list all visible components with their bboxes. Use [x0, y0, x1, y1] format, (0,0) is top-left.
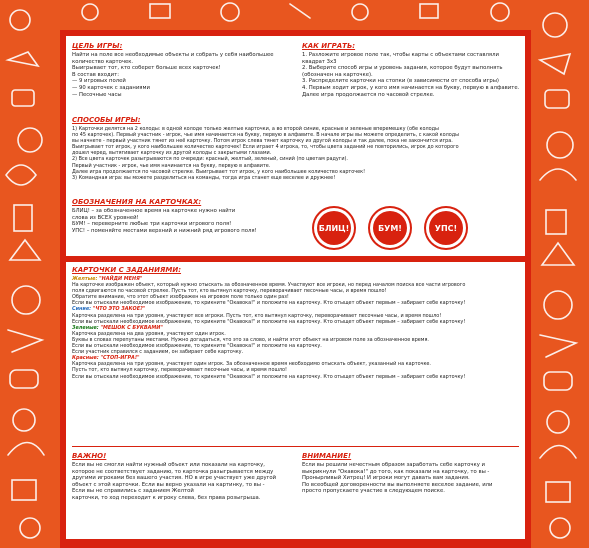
goal-title: ЦЕЛЬ ИГРЫ:: [72, 42, 123, 50]
important-line: карточки, то ход переходит к игроку слева, без права розыгрыша.: [72, 494, 261, 501]
goal-line: — 9 игровых полей: [72, 78, 126, 85]
green-label: Зеленые:: [72, 324, 99, 331]
yellow-name: "НАЙДИ МЕНЯ": [97, 276, 143, 282]
attention-title: ВНИМАНИЕ!: [302, 452, 352, 460]
methods-line: Первый участник - игрок, чье имя начинается на букву, первую в алфавите.: [72, 162, 271, 169]
red-label: Красные:: [72, 355, 99, 362]
blitz-stamp: БЛИЦ!: [314, 208, 354, 248]
goal-line: Выигрывает тот, кто соберет больше всех карточек!: [72, 65, 221, 72]
methods-line: Выигрывает тот игрок, у кого наибольшее количество карточек! Если играет 4 игрока, то, чтобы цвета заданий не повторились, игрок до которого: [72, 144, 459, 151]
how-line: 3. Распределите карточки на стопки (в зависимости от способа игры): [302, 78, 499, 85]
cards-title: КАРТОЧКИ С ЗАДАНИЯМИ:: [72, 266, 182, 274]
section-divider: [72, 446, 519, 447]
how-line: 4. Первым ходит игрок, у кого имя начинается на букву, первую в алфавите.: [302, 84, 520, 91]
boom-stamp: БУМ!: [370, 208, 410, 248]
green-line: Карточка разделена на два уровня, участвуют один игрок.: [72, 330, 226, 337]
symbols-line: БУМ! – переверните любые три карточки игрового поля!: [72, 221, 232, 228]
symbols-title: ОБОЗНАЧЕНИЯ НА КАРТОЧКАХ:: [72, 198, 202, 206]
rules-card: [60, 30, 531, 548]
important-line: объект с этой карточки. Если вы верно указали на картинку, то вы -: [72, 481, 265, 488]
red-line: Если вы отыскали необходимое изображение, то крикните "Окавока!" и положите на карточку. Кто отыщет объект первым – забирает себе карточку!: [72, 373, 466, 380]
rules-lower-panel: [66, 262, 525, 539]
red-line: Пусть тот, кто вытянул карточку, переворачивает песочные часы, и время пошло!: [72, 367, 288, 374]
important-title: ВАЖНО!: [72, 452, 107, 460]
yellow-label: Желтые:: [72, 276, 98, 282]
attention-line: выкрикнули "Окавока!" до того, как показали на карточку, то вы -: [302, 468, 490, 475]
green-line: Если вы отыскали необходимое изображение, то крикните "Окавока!" и положите на карточку.: [72, 343, 322, 350]
cards-section: [72, 266, 522, 380]
important-line: которое не соответствует заданию, то карточка разыгрывается между: [72, 468, 274, 475]
blue-name: "ЧТО ЭТО ЗАКОЕ?": [91, 306, 146, 313]
important-section: [72, 452, 294, 502]
attention-line: Пронырливый Хитрец! И игроки могут давать вам задания.: [302, 475, 470, 482]
attention-line: По всеобщей договоренности вы выполняете веселое задание, или: [302, 481, 493, 488]
how-line: 1. Разложите игровое поле так, чтобы карты с объектами составляли: [302, 52, 499, 58]
methods-line: Далее игра продолжается по часовой стрелке. Выигрывает тот игрок, у кого наибольшее количество карточек!: [72, 168, 366, 175]
yellow-line: На карточке изображен объект, который нужно отыскать за обозначенное время. Участвуют все игроки, но перед началом поиска все части игрового: [72, 282, 466, 289]
methods-line: вы начнете - первый участник тянет из неё карточку. Потом игрок слева тянет карточку из другой колоды и так далее, пока не закончится игра.: [72, 138, 453, 145]
methods-line: 2) Все цвета карточек разыгрываются по очереди: красный, желтый, зеленый, синий (по цветам радуги).: [72, 156, 348, 163]
how-line: (обозначен на карточке).: [302, 71, 373, 78]
methods-title: СПОСОБЫ ИГРЫ:: [72, 116, 141, 124]
attention-line: просто пропускаете участие в следующем поиске.: [302, 488, 445, 495]
oops-stamp: УПС!: [426, 208, 466, 248]
methods-line: 3) Командная игра: вы можете разделиться на команды, тогда игра станет еще веселее и дружнее!: [72, 174, 336, 181]
symbols-line: слова из ВСЕХ уровней!: [72, 214, 139, 221]
blue-label: Синие:: [72, 306, 92, 313]
green-line: Буквы в словах перепутаны местами. Нужно догадаться, что это за слово, и найти этот объект на игровом поле за обозначенное время.: [72, 336, 429, 343]
blue-line: Карточка разделена на три уровня, участвуют все игроки. Пусть тот, кто вытянул карточку, переворачивает песочные часы, и время пошло!: [72, 312, 442, 319]
how-line: квадрат 3х3: [302, 58, 337, 65]
attention-section: [302, 452, 520, 495]
goal-section: [72, 42, 297, 98]
methods-line: дошел черед, вытягивает карточку из другой колоды с закрытыми глазами.: [72, 150, 272, 157]
blue-line: Если вы отыскали необходимое изображение, то крикните "Окавока!" и положите на карточку. Кто отыщет объект первым – забирает себе карточку!: [72, 318, 466, 325]
symbols-line: БЛИЦ! – за обозначенное время на карточке нужно найти: [72, 208, 236, 214]
goal-line: — 90 карточек с заданиями: [72, 84, 150, 91]
methods-line: по 45 карточек). Первый участник - игрок, чье имя начинается на букву, первую в алфавите. В начале игры вы можете определить, с какой колоды: [72, 132, 459, 139]
how-section: [302, 42, 520, 98]
methods-section: [72, 116, 522, 181]
attention-line: Если вы решили нечестным образом заработать себе карточку и: [302, 462, 485, 468]
symbols-section: [72, 198, 302, 234]
important-line: другими игроками без вашего участия. НО в игре участвует уже другой: [72, 475, 277, 482]
yellow-line: поля сдвигаются по часовой стрелке. Пусть тот, кто вытянул карточку, переворачивает песочные часы, и время пошло!: [72, 288, 387, 295]
goal-line: В состав входит:: [72, 71, 119, 78]
yellow-line: Если вы отыскали необходимое изображение, то крикните "Окавока!" и положите на карточку. Кто отыщет объект первым – забирает себе карточку!: [72, 300, 466, 307]
goal-line: — Песочные часы: [72, 91, 122, 98]
goal-line: Найти на поле все необходимые объекты и собрать у себя наибольшее: [72, 52, 274, 58]
rules-upper-panel: [66, 36, 525, 256]
important-line: Если вы не смогли найти нужный объект или показали на карточку,: [72, 462, 265, 468]
yellow-line: Обратите внимание, что этот объект изображен на игровом поле только один раз!: [72, 294, 289, 301]
how-line: 2. Выберите способ игры и уровень задания, которое будут выполнять: [302, 65, 503, 72]
goal-line: количество карточек.: [72, 58, 134, 65]
red-line: Карточка разделена на три уровня, участвует один игрок. За обозначенное время необходимо отыскать объект, указанный на карточке.: [72, 361, 431, 368]
symbols-line: УПС! – поменяйте местами верхний и нижний ряд игрового поля!: [72, 227, 257, 234]
green-name: "МЕШОК С БУКВАМИ": [98, 324, 163, 331]
important-line: Если вы не справились с заданием Желтой: [72, 488, 194, 495]
how-title: КАК ИГРАТЬ:: [302, 42, 356, 50]
how-line: Далее игра продолжается по часовой стрелке.: [302, 91, 435, 98]
green-line: Если участник справился с заданием, он забирает себе карточку.: [72, 349, 244, 356]
red-name: "СТОП-ИГРА!": [98, 355, 140, 362]
methods-line: 1) Карточки делятся на 2 колоды: в одной колоде только желтые карточки, а во второй синие, красные и зеленые вперемешку (обе колоды: [72, 126, 439, 132]
